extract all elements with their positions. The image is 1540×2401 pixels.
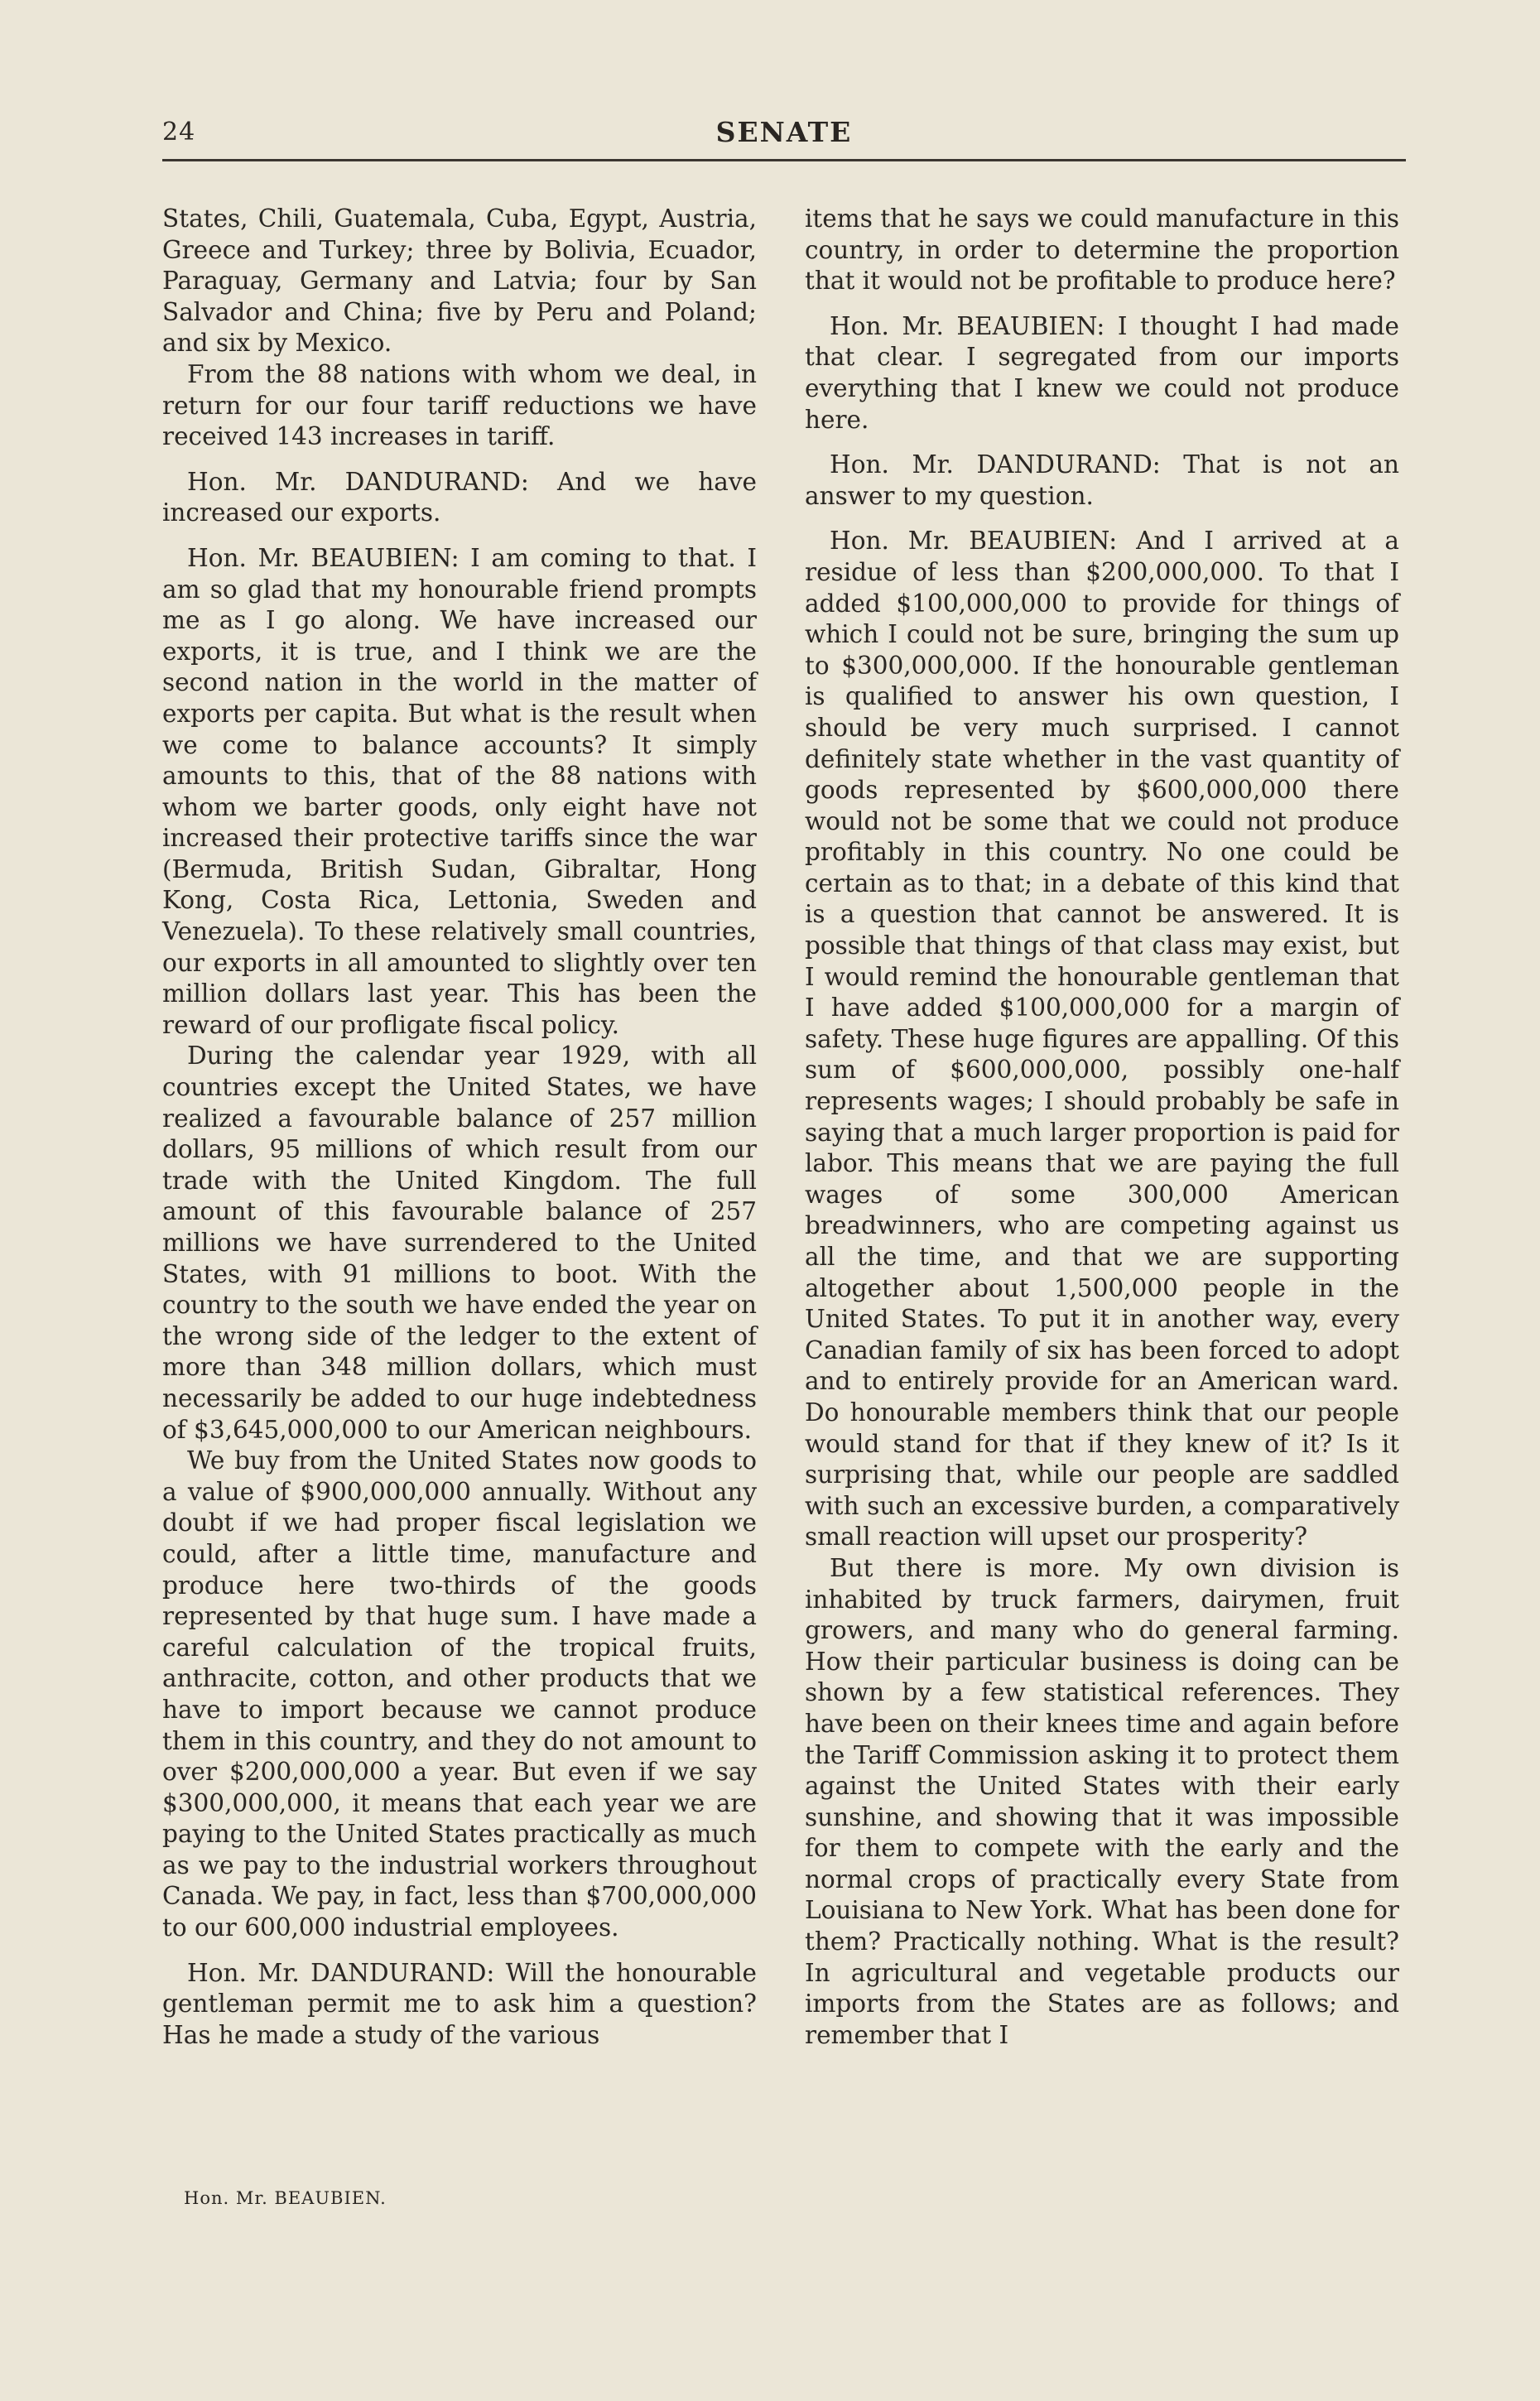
left-column — [162, 204, 757, 2051]
speaker-paragraph: Hon. Mr. BEAUBIEN: I am coming to that. I am so glad that my honourable friend prompts me as I go along. We have increased our exports, it is true, and I think we are the second nation in the world in the matter of exports per capita. But what is the result when we come to balance accounts? It simply amounts to this, that of the 88 nations with whom we barter goods, only eight have not increased their protective tariffs since the war (Bermuda, British Sudan, Gibraltar, Hong Kong, Costa Rica, Lettonia, Sweden and Venezuela). To these relatively small countries, our exports in all amounted to slightly over ten million dollars last year. This has been the reward of our profligate fiscal policy. — [162, 543, 757, 1039]
paragraph: items that he says we could manufacture in this country, in order to determine the proportion that it would not be profitable to produce here? — [805, 204, 1399, 296]
paragraph: States, Chili, Guatemala, Cuba, Egypt, Austria, Greece and Turkey; three by Bolivia, Ecuador, Paraguay, Germany and Latvia; four by San Salvador and China; five by Peru and Poland; and six by Mexico. — [162, 204, 757, 358]
speaker-paragraph: Hon. Mr. DANDURAND: That is not an answer to my question. — [805, 450, 1399, 510]
paragraph: We buy from the United States now goods to a value of $900,000,000 annually. Without any doubt if we had proper fiscal legislation we could, after a little time, manufacture and produce here two-thirds of the goods represented by that huge sum. I have made a careful calculation of the tropical fruits, anthracite, cotton, and other products that we have to import because we cannot produce them in this country, and they do not amount to over $200,000,000 a year. But even if we say $300,000,000, it means that each year we are paying to the United States practically as much as we pay to the industrial workers throughout Canada. We pay, in fact, less than $700,000,000 to our 600,000 industrial employees. — [162, 1446, 757, 1942]
page-header — [162, 116, 1406, 157]
speaker-paragraph: Hon. Mr. BEAUBIEN: And I arrived at a residue of less than $200,000,000. To that I added $100,000,000 to provide for things of which I could not be sure, bringing the sum up to $300,000,000. If the honourable gentleman is qualified to answer his own question, I should be very much surprised. I cannot definitely state whether in the vast quantity of goods represented by $600,000,000 there would not be some that we could not produce profitably in this country. No one could be certain as to that; in a debate of this kind that is a question that cannot be answered. It is possible that things of that class may exist, but I would remind the honourable gentleman that I have added $100,000,000 for a margin of safety. These huge figures are appalling. Of this sum of $600,000,000, possibly one-half represents wages; I should probably be safe in saying that a much larger proportion is paid for labor. This means that we are paying the full wages of some 300,000 American breadwinners, who are competing against us all the time, and that we are supporting altogether about 1,500,000 people in the United States. To put it in another way, every Canadian family of six has been forced to adopt and to entirely provide for an American ward. Do honourable members think that our people would stand for that if they knew of it? Is it surprising that, while our people are saddled with such an excessive burden, a comparatively small reaction will upset our prosperity? — [805, 527, 1399, 1552]
header-rule — [162, 159, 1406, 161]
page-number: 24 — [162, 118, 196, 147]
paragraph: During the calendar year 1929, with all countries except the United States, we have realized a favourable balance of 257 million dollars, 95 millions of which result from our trade with the United Kingdom. The full amount of this favourable balance of 257 millions we have surrendered to the United States, with 91 millions to boot. With the country to the south we have ended the year on the wrong side of the ledger to the extent of more than 348 million dollars, which must necessarily be added to our huge indebtedness of $3,645,000,000 to our American neighbours. — [162, 1042, 757, 1444]
paragraph: From the 88 nations with whom we deal, in return for our four tariff reductions we have received 143 increases in tariff. — [162, 359, 757, 451]
speaker-paragraph: Hon. Mr. DANDURAND: And we have increased our exports. — [162, 467, 757, 527]
speaker-paragraph: Hon. Mr. DANDURAND: Will the honourable gentleman permit me to ask him a question? Has he made a study of the various — [162, 1958, 757, 2049]
catchword: Hon. Mr. BEAUBIEN. — [184, 2188, 387, 2208]
running-title: SENATE — [715, 116, 853, 148]
paragraph: But there is more. My own division is inhabited by truck farmers, dairymen, fruit growers, and many who do general farming. How their particular business is doing can be shown by a few statistical references. They have been on their knees time and again before the Tariff Commission asking it to protect them against the United States with their early sunshine, and showing that it was impossible for them to compete with the early and the normal crops of practically every State from Louisiana to New York. What has been done for them? Practically nothing. What is the result? In agricultural and vegetable products our imports from the States are as follows; and remember that I — [805, 1553, 1399, 2049]
speaker-paragraph: Hon. Mr. BEAUBIEN: I thought I had made that clear. I segregated from our imports everything that I knew we could not produce here. — [805, 311, 1399, 434]
right-column — [805, 204, 1399, 2051]
